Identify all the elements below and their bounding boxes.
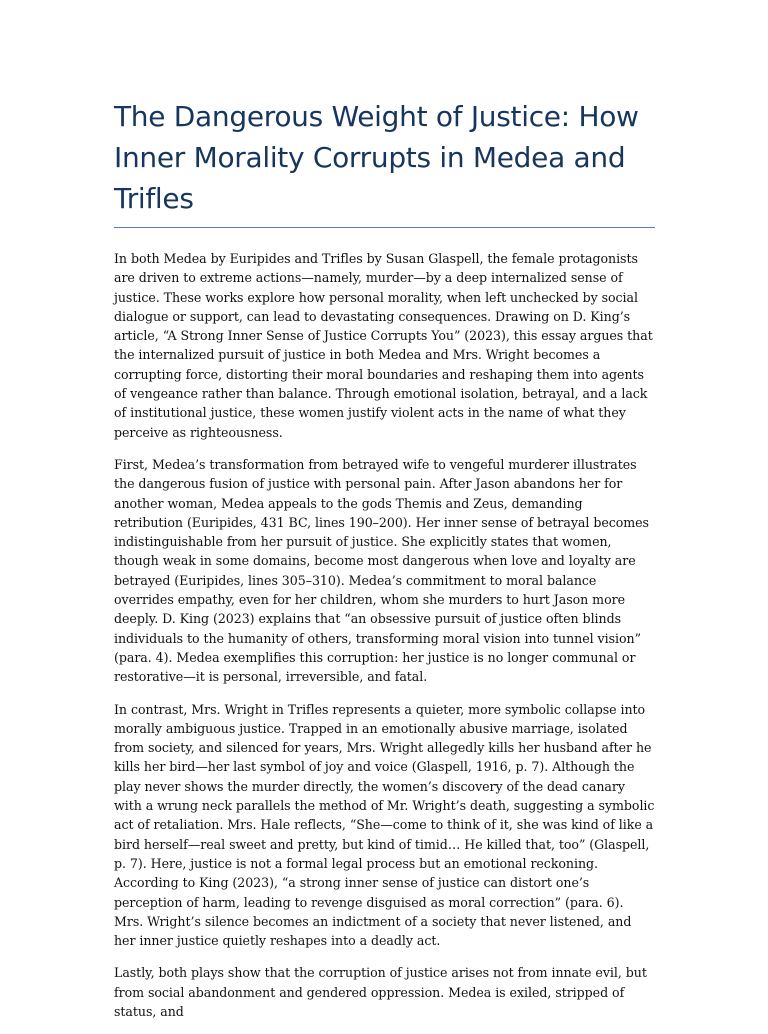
paragraph-mrs-wright: In contrast, Mrs. Wright in Trifles represents a quieter, more symbolic collapse into morally ambiguous justice. Trapped in an emotionally abusive marriage, isolated from society, and silenced for years, Mrs. Wright allegedly kills her husband after he kills her bird—her last symbol of joy and voice (Glaspell, 1916, p. 7). Although the play never shows the murder directly, the women’s discovery of the dead canary with a wrung neck parallels the method of Mr. Wright’s death, suggesting a symbolic act of retaliation. Mrs. Hale reflects, “She—come to think of it, she was kind of like a bird herself—real sweet and pretty, but kind of timid… He killed that, too” (Glaspell, p. 7). Here, justice is not a formal legal process but an emotional reckoning. According to King (2023), “a strong inner sense of justice can distort one’s perception of harm, leading to revenge disguised as moral correction” (para. 6). Mrs. Wright’s silence becomes an indictment of a society that never listened, and her inner justice quietly reshapes into a deadly act.: [114, 701, 655, 949]
paragraph-medea: First, Medea’s transformation from betrayed wife to vengeful murderer illustrates the dangerous fusion of justice with personal pain. After Jason abandons her for another woman, Medea appeals to the gods Themis and Zeus, demanding retribution (Euripides, 431 BC, lines 190–200). Her inner sense of betrayal becomes indistinguishable from her pursuit of justice. She explicitly states that women, though weak in some domains, become most dangerous when love and loyalty are betrayed (Euripides, lines 305–310). Medea’s commitment to moral balance overrides empathy, even for her children, whom she murders to hurt Jason more deeply. D. King (2023) explains that “an obsessive pursuit of justice often blinds individuals to the humanity of others, transforming moral vision into tunnel vision” (para. 4). Medea exemplifies this corruption: her justice is no longer communal or restorative—it is personal, irreversible, and fatal.: [114, 456, 649, 685]
document-title: The Dangerous Weight of Justice: How Inner Morality Corrupts in Medea and Trifles: [114, 100, 639, 215]
paragraph-intro: In both Medea by Euripides and Trifles by Susan Glaspell, the female protagonists are driven to extreme actions—namely, murder—by a deep internalized sense of justice. These works explore how personal morality, when left unchecked by social dialogue or support, can lead to devastating consequences. Drawing on D. King’s article, “A Strong Inner Sense of Justice Corrupts You” (2023), this essay argues that the internalized pursuit of justice in both Medea and Mrs. Wright becomes a corrupting force, distorting their moral boundaries and reshaping them into agents of vengeance rather than balance. Through emotional isolation, betrayal, and a lack of institutional justice, these women justify violent acts in the name of what they perceive as righteousness.: [114, 251, 653, 440]
paragraph-conclusion: Lastly, both plays show that the corruption of justice arises not from innate evil, but from social abandonment and gendered oppression. Medea is exiled, stripped of status, and: [114, 965, 647, 1019]
document-page: [114, 96, 655, 1034]
title-divider: [114, 227, 655, 228]
document-body: [114, 249, 655, 1021]
